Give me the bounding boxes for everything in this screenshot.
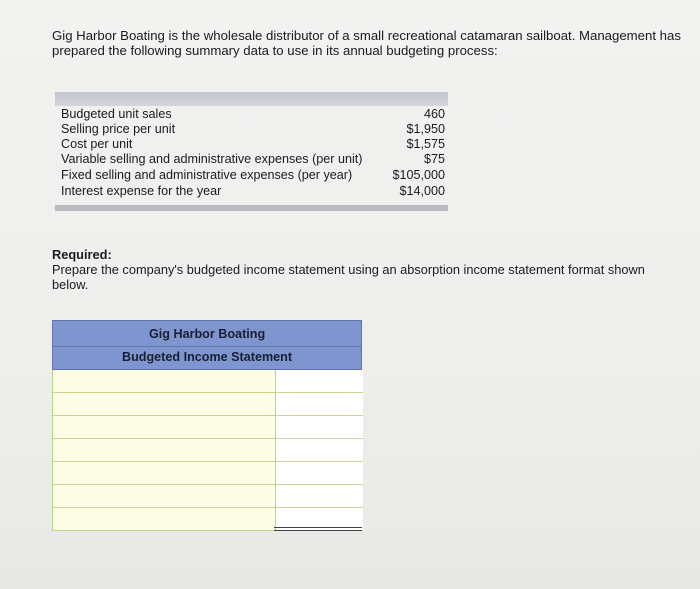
statement-label-cell[interactable]	[54, 463, 273, 483]
summary-value: $1,950	[406, 122, 445, 136]
summary-data-table	[55, 92, 448, 211]
statement-row	[53, 416, 363, 439]
statement-label-cell[interactable]	[54, 486, 273, 506]
statement-amount-cell[interactable]	[275, 439, 363, 461]
statement-amount-cell[interactable]	[275, 370, 363, 392]
header-divider	[53, 346, 361, 347]
summary-label: Fixed selling and administrative expenses (per year)	[61, 168, 353, 182]
summary-row	[61, 121, 445, 137]
summary-row	[61, 167, 445, 183]
summary-value: 460	[423, 107, 445, 121]
company-name: Gig Harbor Boating	[149, 327, 266, 341]
summary-label: Budgeted unit sales	[61, 107, 172, 121]
required-heading: Required:	[52, 247, 112, 262]
net-income-double-underline	[274, 527, 362, 531]
summary-value: $75	[423, 152, 445, 166]
statement-row	[53, 462, 363, 485]
summary-value: $1,575	[406, 137, 445, 151]
statement-title: Budgeted Income Statement	[122, 350, 293, 364]
statement-amount-cell[interactable]	[275, 462, 363, 484]
statement-row	[53, 370, 363, 393]
statement-row	[53, 393, 363, 416]
statement-label-cell[interactable]	[54, 394, 273, 414]
statement-label-cell[interactable]	[54, 371, 273, 391]
summary-label: Cost per unit	[61, 137, 133, 151]
summary-label: Selling price per unit	[61, 122, 176, 136]
statement-row	[53, 485, 363, 508]
summary-row	[61, 151, 445, 167]
statement-row	[53, 439, 363, 462]
statement-amount-cell[interactable]	[275, 485, 363, 507]
summary-row	[61, 183, 445, 199]
required-section	[52, 247, 682, 292]
income-statement-worksheet	[52, 320, 362, 531]
summary-row	[61, 106, 445, 122]
summary-value: $105,000	[392, 168, 445, 182]
summary-value: $14,000	[399, 184, 445, 198]
statement-grid	[52, 370, 363, 531]
intro-paragraph: Gig Harbor Boating is the wholesale distributor of a small recreational catamaran sailboat. Management has prepared the following summary data to use in its annual budgeting process:	[52, 28, 681, 58]
income-statement-header	[52, 320, 362, 370]
summary-table-footer-bar	[55, 205, 448, 211]
statement-label-cell[interactable]	[54, 509, 273, 529]
summary-table-header-bar	[55, 92, 448, 106]
statement-label-cell[interactable]	[54, 417, 273, 437]
statement-amount-cell[interactable]	[275, 416, 363, 438]
required-instructions: Prepare the company's budgeted income statement using an absorption income statement format shown below.	[52, 262, 645, 292]
statement-amount-cell[interactable]	[275, 393, 363, 415]
summary-label: Variable selling and administrative expenses (per unit)	[61, 152, 363, 166]
summary-row	[61, 136, 445, 152]
summary-label: Interest expense for the year	[61, 184, 222, 198]
statement-label-cell[interactable]	[54, 440, 273, 460]
